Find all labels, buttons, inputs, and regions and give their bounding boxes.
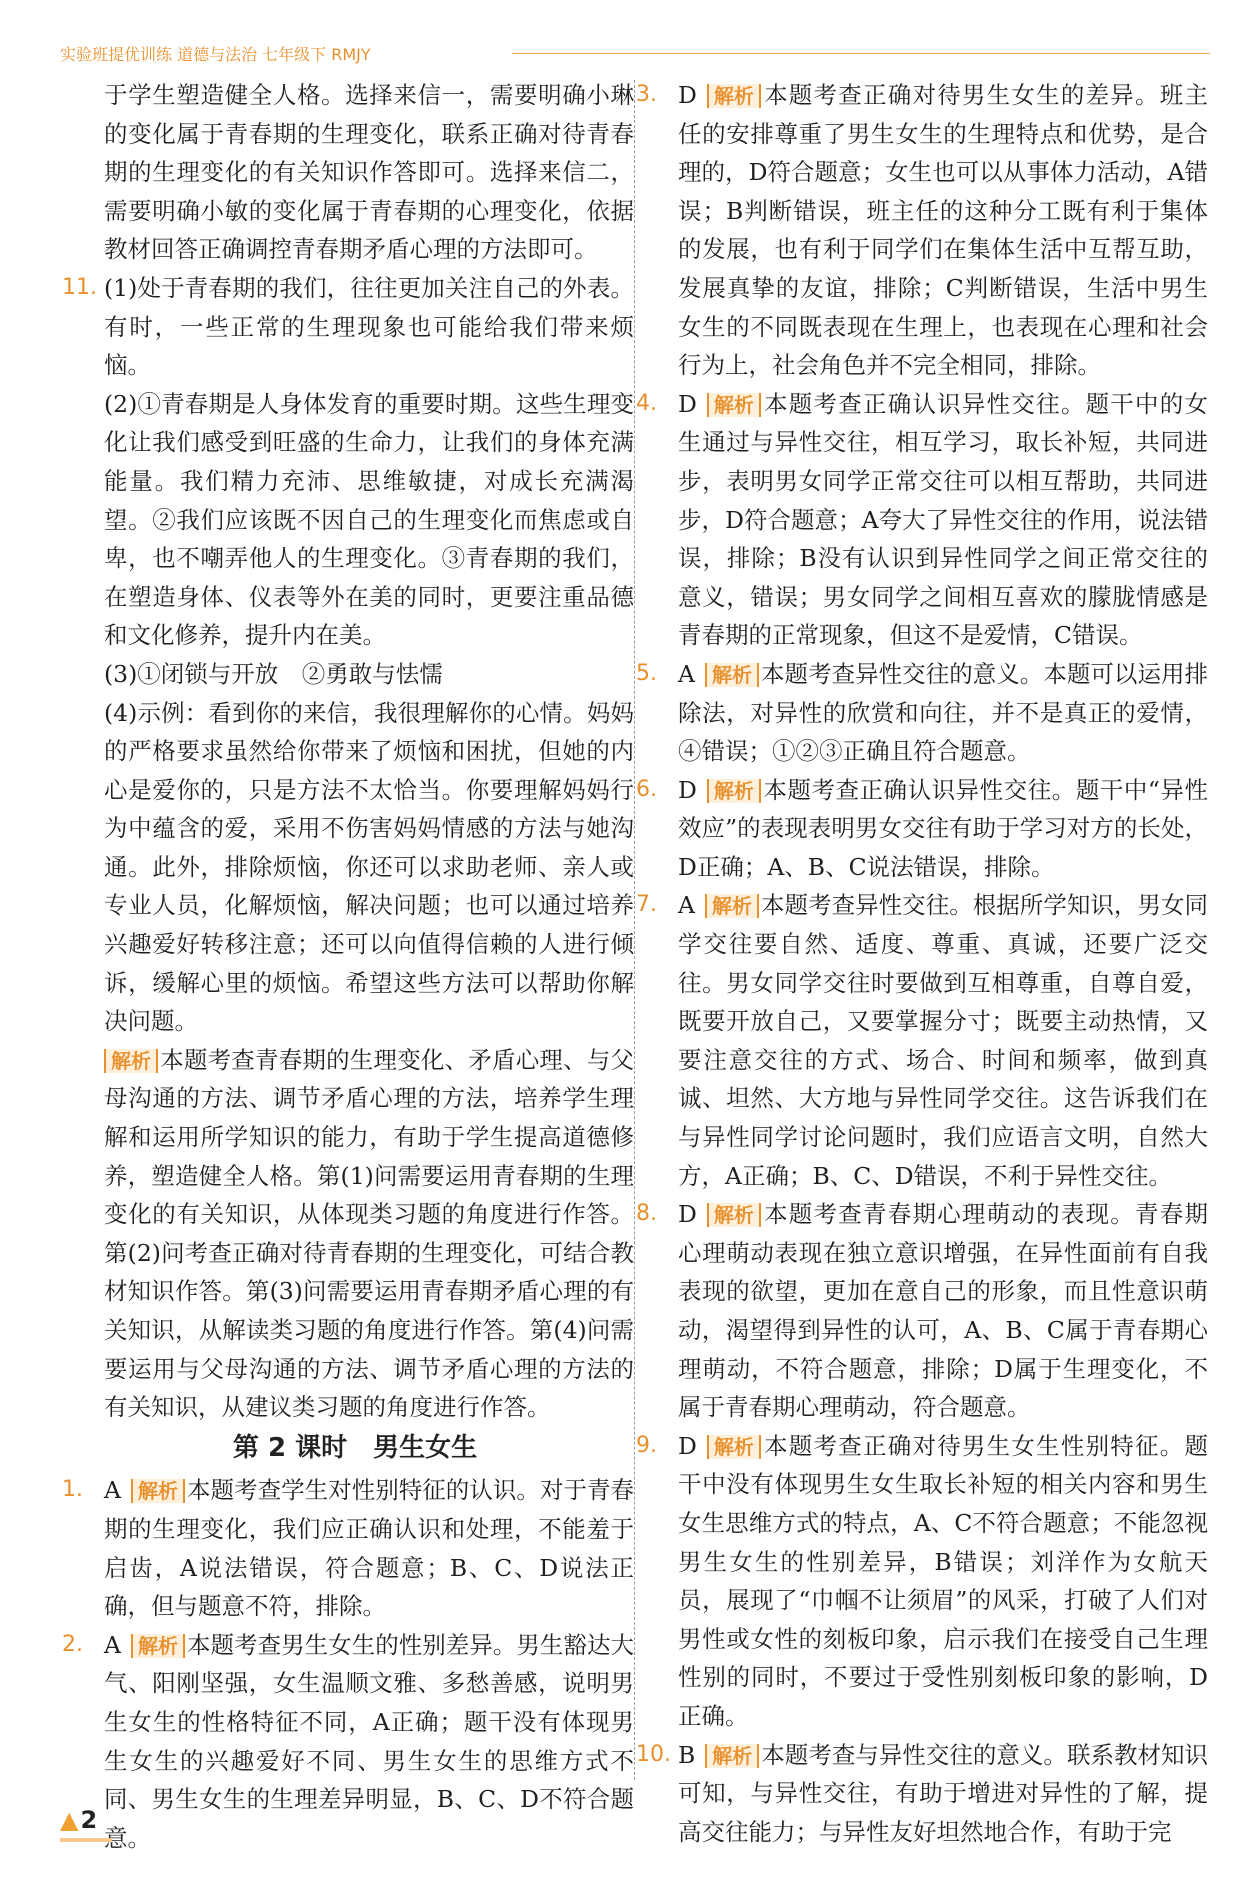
- analysis-paragraph: [104, 1041, 634, 1427]
- question-number: 3.: [636, 82, 657, 107]
- answer-choice: D: [678, 1200, 697, 1229]
- question-number: 5.: [636, 660, 657, 686]
- answer-choice: A: [678, 659, 695, 688]
- analysis-text: 本题考查正确认识异性交往。题干中的女生通过与异性交往，相互学习，取长补短，共同进步，表明男女同学正常交往可以相互帮助，共同进步，D符合题意；A夸大了异性交往的作用，说法错误，排除；B没有认识到异性同学之间正常交往的意义，错误；男女同学之间相互喜欢的朦胧情感是青春期的正常现象，但这不是爱情，C错误。: [678, 389, 1208, 650]
- analysis-text: 本题考查与异性交往的意义。联系教材知识可知，与异性交往，有助于增进对异性的了解，提高交往能力；与异性友好坦然地合作，有助于完: [678, 1740, 1208, 1846]
- question-number: 1.: [62, 1477, 83, 1503]
- column-divider: [634, 80, 635, 1780]
- question-number: 6.: [636, 776, 657, 802]
- answer-choice: D: [678, 1431, 697, 1460]
- section-title: 第 2 课时 男生女生: [232, 1432, 478, 1463]
- analysis-tag: 解析: [705, 1744, 759, 1768]
- analysis-tag: 解析: [707, 84, 761, 108]
- answer-choice: A: [104, 1630, 121, 1659]
- analysis-text: 本题考查正确对待男生女生性别特征。题干中没有体现男生女生取长补短的相关内容和男生女生思维方式的特点，A、C不符合题意；不能忽视男生女生的性别差异，B错误；刘洋作为女航天员，展现了“巾帼不让须眉”的风采，打破了人们对男性或女性的刻板印象，启示我们在接受自己生理性别的同时，不要过于受性别刻板印象的影响，D正确。: [678, 1431, 1208, 1730]
- page-number-underline: [60, 1838, 112, 1842]
- answer-part-4: (4)示例：看到你的来信，我很理解你的心情。妈妈的严格要求虽然给你带来了烦恼和困扰，但她的内心是爱你的，只是方法不太恰当。你要理解妈妈行为中蕴含的爱，采用不伤害妈妈情感的方法与她沟通。此外，排除烦恼，你还可以求助老师、亲人或专业人员，化解烦恼，解决问题；也可以通过培养兴趣爱好转移注意；还可以向值得信赖的人进行倾诉，缓解心里的烦恼。希望这些方法可以帮助你解决问题。: [104, 698, 634, 1036]
- analysis-text: 本题考查青春期的生理变化、矛盾心理、与父母沟通的方法、调节矛盾心理的方法，培养学生理解和运用所学知识的能力，有助于学生提高道德修养，塑造健全人格。第(1)问需要运用青春期的生理变化的有关知识，从体现类习题的角度进行作答。第(2)问考查正确对待青春期的生理变化，可结合教材知识作答。第(3)问需要运用青春期矛盾心理的有关知识，从解读类习题的角度进行作答。第(4)问需要运用与父母沟通的方法、调节矛盾心理的方法的有关知识，从建议类习题的角度进行作答。: [104, 1045, 634, 1422]
- answer-choice: D: [678, 775, 697, 804]
- analysis-tag: 解析: [707, 393, 761, 417]
- analysis-tag: 解析: [707, 1203, 761, 1227]
- answer-item: [636, 1736, 1208, 1852]
- question-number: 8.: [636, 1201, 657, 1227]
- answer-choice: A: [678, 891, 695, 920]
- analysis-tag: 解析: [131, 1479, 185, 1503]
- answer-choice: B: [678, 1740, 696, 1769]
- answer-part-3: (3)①闭锁与开放 ②勇敢与怯懦: [104, 659, 443, 688]
- analysis-text: 本题考查正确对待男生女生的差异。班主任的安排尊重了男生女生的生理特点和优势，是合理的，D符合题意；女生也可以从事体力活动，A错误；B判断错误，班主任的这种分工既有利于集体的发展，也有利于同学们在集体生活中互帮互助，发展真挚的友谊，排除；C判断错误，生活中男生女生的不同既表现在生理上，也表现在心理和社会行为上，社会角色并不完全相同，排除。: [678, 81, 1208, 380]
- left-answer-list: [62, 1471, 634, 1857]
- answer-item: [636, 655, 1208, 771]
- question-number: 10.: [636, 1741, 671, 1767]
- book-title: 实验班提优训练 道德与法治 七年级下 RMJY: [60, 45, 371, 64]
- question-number: 2.: [62, 1631, 83, 1657]
- analysis-tag: 解析: [707, 1435, 761, 1459]
- analysis-text: 本题考查青春期心理萌动的表现。青春期心理萌动表现在独立意识增强，在异性面前有自我表现的欲望，更加在意自己的形象，而且性意识萌动，渴望得到异性的认可，A、B、C属于青春期心理萌动，不符合题意，排除；D属于生理变化，不属于青春期心理萌动，符合题意。: [678, 1200, 1208, 1422]
- analysis-text: 本题考查异性交往。根据所学知识，男女同学交往要自然、适度、尊重、真诚，还要广泛交往。男女同学交往时要做到互相尊重，自尊自爱，既要开放自己，又要掌握分寸；既要主动热情，又要注意交往的方式、场合、时间和频率，做到真诚、坦然、大方地与异性同学交往。这告诉我们在与异性同学讨论问题时，我们应语言文明，自然大方，A正确；B、C、D错误，不利于异性交往。: [678, 891, 1208, 1190]
- analysis-tag: 解析: [705, 663, 759, 687]
- answer-choice: D: [678, 389, 697, 418]
- analysis-text: 本题考查学生对性别特征的认识。对于青春期的生理变化，我们应正确认识和处理，不能羞于启齿，A说法错误，符合题意；B、C、D说法正确，但与题意不符，排除。: [104, 1476, 634, 1621]
- analysis-tag: 解析: [705, 894, 759, 918]
- analysis-tag: 解析: [707, 779, 761, 803]
- page-header: [60, 42, 1210, 66]
- right-answer-list: [636, 76, 1208, 1851]
- answer-choice: A: [104, 1476, 121, 1505]
- left-column: [62, 76, 634, 1857]
- page-arrow-icon: ▲: [60, 1806, 79, 1834]
- answer-part-1: (1)处于青春期的我们，往往更加关注自己的外表。有时，一些正常的生理现象也可能给我们带来烦恼。: [104, 273, 634, 380]
- page-number: [60, 1806, 97, 1834]
- analysis-tag: 解析: [104, 1049, 158, 1073]
- right-column: [636, 76, 1208, 1851]
- question-number: 9.: [636, 1432, 657, 1458]
- answer-choice: D: [678, 81, 697, 109]
- question-number: 11.: [62, 274, 97, 300]
- header-rule: [512, 53, 1210, 54]
- intro-paragraph: 于学生塑造健全人格。选择来信一，需要明确小琳的变化属于青春期的生理变化，联系正确对待青春期的生理变化的有关知识作答即可。选择来信二，需要明确小敏的变化属于青春期的心理变化，依据教材回答正确调控青春期矛盾心理的方法即可。: [104, 81, 634, 264]
- question-11: [62, 269, 634, 1427]
- analysis-text: 本题考查异性交往的意义。本题可以运用排除法，对异性的欣赏和向往，并不是真正的爱情，④错误；①②③正确且符合题意。: [678, 659, 1208, 766]
- answer-item: [636, 1427, 1208, 1736]
- answer-item: [636, 76, 1208, 385]
- answer-item: [636, 1195, 1208, 1427]
- question-number: 4.: [636, 390, 657, 416]
- answer-item: [636, 771, 1208, 887]
- analysis-tag: 解析: [131, 1634, 185, 1658]
- analysis-text: 本题考查男生女生的性别差异。男生豁达大气、阳刚坚强，女生温顺文雅、多愁善感，说明男生女生的性格特征不同，A正确；题干没有体现男生女生的兴趣爱好不同、男生女生的思维方式不同、男生女生的生理差异明显，B、C、D不符合题意。: [104, 1630, 634, 1852]
- page-number-text: 2: [80, 1806, 98, 1834]
- answer-item: [636, 886, 1208, 1195]
- answer-item: [636, 385, 1208, 655]
- question-number: 7.: [636, 892, 657, 918]
- answer-part-2: (2)①青春期是人身体发育的重要时期。这些生理变化让我们感受到旺盛的生命力，让我们的身体充满能量。我们精力充沛、思维敏捷，对成长充满渴望。②我们应该既不因自己的生理变化而焦虑或自卑，也不嘲弄他人的生理变化。③青春期的我们，在塑造身体、仪表等外在美的同时，更要注重品德和文化修养，提升内在美。: [104, 389, 634, 650]
- analysis-text: 本题考查正确认识异性交往。题干中“异性效应”的表现表明男女交往有助于学习对方的长处，D正确；A、B、C说法错误，排除。: [678, 775, 1208, 881]
- answer-item: [62, 1471, 634, 1625]
- answer-item: [62, 1626, 634, 1858]
